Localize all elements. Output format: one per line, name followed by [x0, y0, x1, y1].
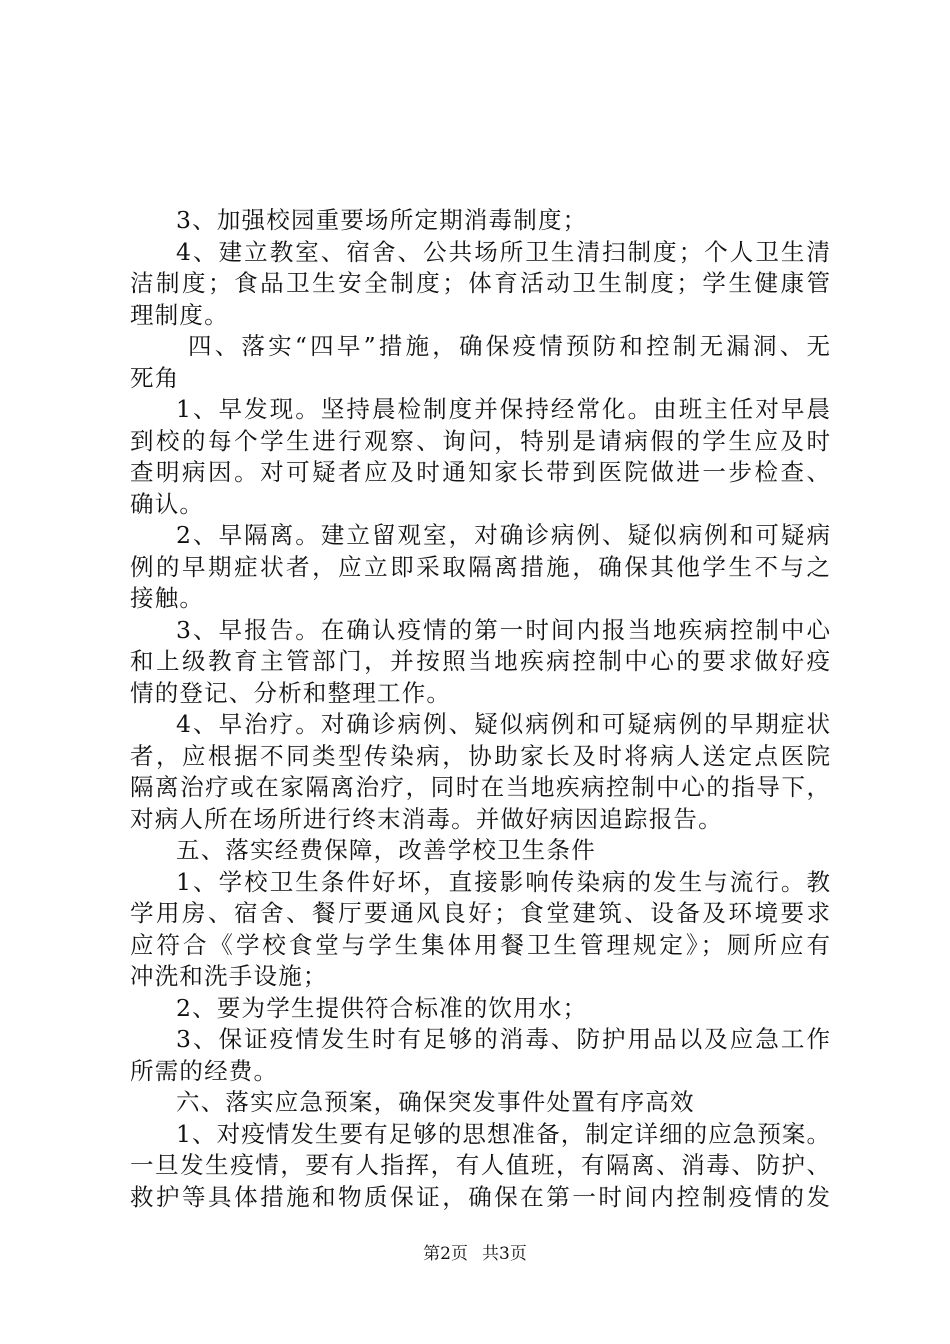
page-footer	[0, 1243, 950, 1265]
text-line: 情的登记、分析和整理工作。	[130, 678, 452, 707]
section-heading: 六、落实应急预案，确保突发事件处置有序高效	[176, 1088, 695, 1116]
page-number: 第2页	[423, 1244, 468, 1264]
document-body	[130, 205, 830, 1213]
text-line: 一旦发生疫情，要有人指挥，有人值班，有隔离、消毒、防护、	[130, 1151, 830, 1179]
text-line: 4、早治疗。对确诊病例、疑似病例和可疑病例的早期症状	[176, 710, 830, 738]
text-line: 和上级教育主管部门，并按照当地疾病控制中心的要求做好疫	[130, 647, 830, 675]
text-line: 救护等具体措施和物质保证，确保在第一时间内控制疫情的发	[130, 1182, 830, 1211]
text-line: 查明病因。对可疑者应及时通知家长带到医院做进一步检查、	[130, 458, 830, 486]
text-line: 1、学校卫生条件好坏，直接影响传染病的发生与流行。教	[176, 867, 830, 896]
text-line: 3、保证疫情发生时有足够的消毒、防护用品以及应急工作	[176, 1025, 830, 1053]
text-line: 隔离治疗或在家隔离治疗，同时在当地疾病控制中心的指导下，	[130, 773, 830, 801]
text-line: 1、对疫情发生要有足够的思想准备，制定详细的应急预案。	[176, 1119, 830, 1148]
text-line: 到校的每个学生进行观察、询问，特别是请病假的学生应及时	[130, 426, 830, 455]
text-line: 1、早发现。坚持晨检制度并保持经常化。由班主任对早晨	[176, 395, 830, 423]
section-heading: 死角	[130, 363, 180, 392]
text-line: 4、建立教室、宿舍、公共场所卫生清扫制度；个人卫生清	[176, 237, 830, 266]
text-line: 者，应根据不同类型传染病，协助家长及时将病人送定点医院	[130, 741, 830, 770]
text-line: 确认。	[130, 489, 205, 518]
text-line: 接触。	[130, 584, 205, 612]
text-line: 2、要为学生提供符合标准的饮用水；	[176, 993, 588, 1022]
text-line: 3、加强校园重要场所定期消毒制度；	[176, 206, 588, 234]
text-line: 洁制度；食品卫生安全制度；体育活动卫生制度；学生健康管	[130, 269, 830, 297]
text-line: 例的早期症状者，应立即采取隔离措施，确保其他学生不与之	[130, 552, 830, 581]
text-line: 冲洗和洗手设施；	[130, 962, 328, 990]
text-line: 对病人所在场所进行终末消毒。并做好病因追踪报告。	[130, 804, 723, 833]
section-heading: 五、落实经费保障，改善学校卫生条件	[176, 836, 596, 864]
page-total: 共3页	[482, 1244, 527, 1264]
text-line: 所需的经费。	[130, 1056, 279, 1085]
text-line: 应符合《学校食堂与学生集体用餐卫生管理规定》；厕所应有	[130, 930, 830, 959]
text-line: 3、早报告。在确认疫情的第一时间内报当地疾病控制中心	[176, 615, 830, 644]
text-line: 学用房、宿舍、餐厅要通风良好；食堂建筑、设备及环境要求	[130, 899, 830, 927]
text-line: 2、早隔离。建立留观室，对确诊病例、疑似病例和可疑病	[176, 521, 830, 549]
text-line: 理制度。	[130, 300, 229, 329]
section-heading: 四、落实“四早”措施，确保疫情预防和控制无漏洞、无	[188, 332, 830, 360]
